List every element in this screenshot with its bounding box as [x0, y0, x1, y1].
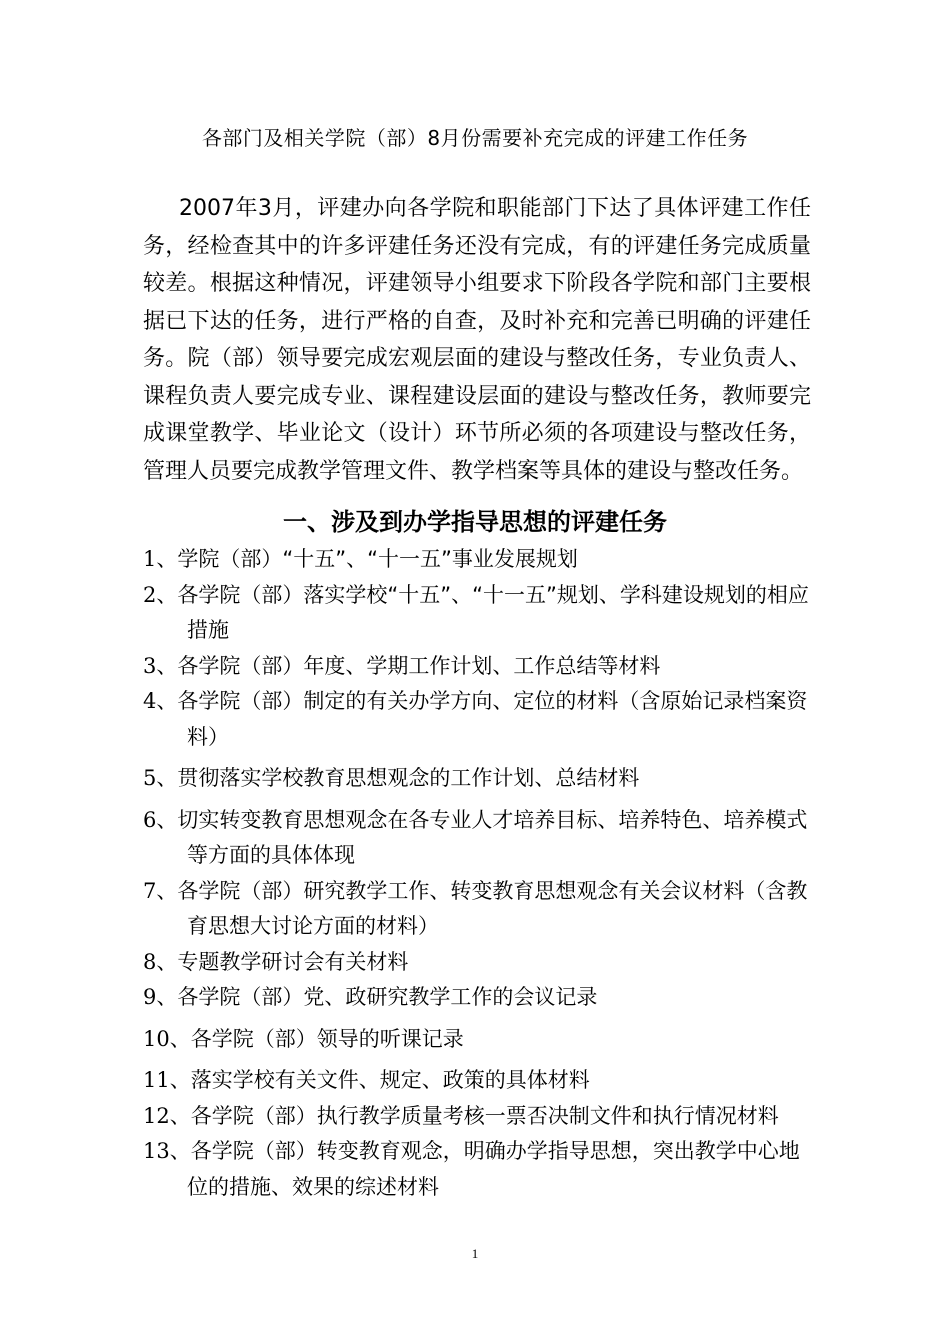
- list-item: [143, 649, 811, 685]
- list-item: [143, 945, 811, 981]
- item-number: 2、: [143, 582, 178, 607]
- list-item: [143, 874, 811, 945]
- list-item: [143, 684, 811, 755]
- intro-paragraph: 2007年3月，评建办向各学院和职能部门下达了具体评建工作任务，经检查其中的许多评建任务还没有完成，有的评建任务完成质量较差。根据这种情况，评建领导小组要求下阶段各学院和部门主要根据已下达的任务，进行严格的自查，及时补充和完善已明确的评建任务。院（部）领导要完成宏观层面的建设与整改任务，专业负责人、课程负责人要完成专业、课程建设层面的建设与整改任务，教师要完成课堂教学、毕业论文（设计）环节所必须的各项建设与整改任务，管理人员要完成教学管理文件、教学档案等具体的建设与整改任务。: [143, 196, 811, 484]
- list-item: [143, 578, 811, 649]
- task-list: [143, 542, 811, 1205]
- list-item: [143, 761, 811, 797]
- list-item: [143, 542, 811, 578]
- item-number: 10、: [143, 1026, 191, 1051]
- item-text: 各学院（部）党、政研究教学工作的会议记录: [177, 985, 598, 1009]
- item-number: 12、: [143, 1103, 191, 1128]
- list-item: [143, 1099, 811, 1135]
- item-text: 切实转变教育思想观念在各专业人才培养目标、培养特色、培养模式等方面的具体体现: [177, 807, 808, 867]
- item-number: 1、: [143, 547, 178, 571]
- item-text: 专题教学研讨会有关材料: [177, 949, 409, 974]
- item-number: 5、: [143, 766, 178, 790]
- item-number: 6、: [143, 807, 178, 832]
- item-text: 学院（部）“十五”、“十一五”事业发展规划: [177, 547, 578, 571]
- item-text: 各学院（部）转变教育观念，明确办学指导思想，突出教学中心地位的措施、效果的综述材料: [187, 1139, 800, 1199]
- item-text: 各学院（部）年度、学期工作计划、工作总结等材料: [177, 653, 661, 678]
- item-number: 3、: [143, 653, 178, 678]
- item-number: 11、: [143, 1068, 191, 1092]
- list-item: [143, 1134, 811, 1205]
- item-number: 8、: [143, 949, 178, 974]
- list-item: [143, 1063, 811, 1099]
- item-text: 落实学校有关文件、规定、政策的具体材料: [190, 1068, 590, 1092]
- document-title: 各部门及相关学院（部）8月份需要补充完成的评建工作任务: [201, 126, 749, 150]
- list-item: [143, 1022, 811, 1058]
- item-number: 7、: [143, 878, 178, 903]
- item-text: 各学院（部）领导的听课记录: [190, 1026, 464, 1051]
- page-number: 1: [471, 1246, 479, 1261]
- list-item: [143, 803, 811, 874]
- item-number: 13、: [143, 1139, 191, 1163]
- item-text: 各学院（部）研究教学工作、转变教育思想观念有关会议材料（含教育思想大讨论方面的材料）: [177, 878, 808, 938]
- item-number: 9、: [143, 985, 178, 1009]
- item-text: 各学院（部）落实学校“十五”、“十一五”规划、学科建设规划的相应措施: [177, 582, 809, 642]
- section-heading: 一、涉及到办学指导思想的评建任务: [283, 508, 667, 536]
- item-text: 贯彻落实学校教育思想观念的工作计划、总结材料: [177, 766, 640, 790]
- item-text: 各学院（部）执行教学质量考核一票否决制文件和执行情况材料: [190, 1103, 779, 1128]
- item-text: 各学院（部）制定的有关办学方向、定位的材料（含原始记录档案资料）: [177, 689, 808, 749]
- list-item: [143, 980, 811, 1016]
- item-number: 4、: [143, 689, 178, 713]
